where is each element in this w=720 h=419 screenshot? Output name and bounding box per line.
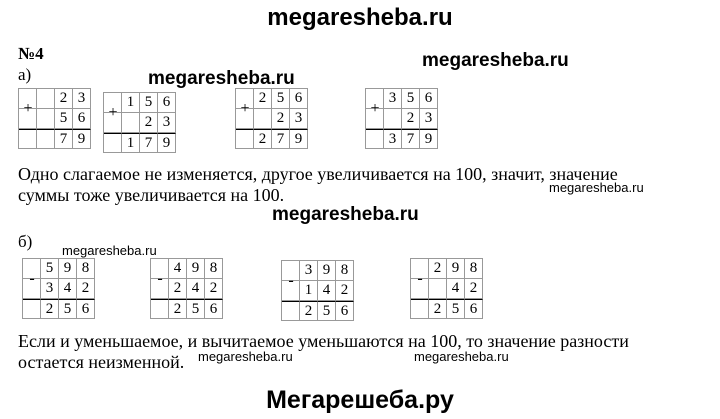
digit-cell-result-row: 5 bbox=[187, 299, 205, 319]
digit-cell-result-row: 6 bbox=[465, 299, 483, 319]
digit-cell-result-row: 6 bbox=[205, 299, 223, 319]
digit-cell-top-row: 4 bbox=[169, 259, 187, 279]
digit-cell-middle-row: 5 bbox=[55, 109, 73, 129]
part-b-letter: б) bbox=[18, 232, 33, 251]
part-a-explanation-line2: суммы тоже увеличивается на 100. bbox=[18, 185, 285, 205]
watermark-right-a: megaresheba.ru bbox=[422, 50, 569, 71]
digit-cell-middle-row bbox=[37, 109, 55, 129]
digit-cell-result-row: 7 bbox=[55, 129, 73, 149]
digit-cell-result-row bbox=[19, 129, 37, 149]
digit-cell-top-row: 3 bbox=[73, 89, 91, 109]
digit-cell-result-row: 2 bbox=[429, 299, 447, 319]
digit-cell-top-row: 3 bbox=[384, 89, 402, 109]
digit-cell-top-row: 5 bbox=[272, 89, 290, 109]
digit-cell-result-row: 2 bbox=[300, 301, 318, 321]
digit-cell-middle-row: 2 bbox=[402, 109, 420, 129]
part-b-explanation-line2: остается неизменной. bbox=[18, 352, 185, 372]
digit-cell-result-row: 2 bbox=[41, 299, 59, 319]
digit-cell-top-row bbox=[37, 89, 55, 109]
digit-cell-top-row: 8 bbox=[205, 259, 223, 279]
digit-cell-top-row: 6 bbox=[158, 93, 176, 113]
digit-cell-middle-row: 2 bbox=[205, 279, 223, 299]
addition-column-1 bbox=[18, 88, 91, 149]
addition-column-3 bbox=[235, 88, 308, 149]
digit-cell-result-row: 2 bbox=[169, 299, 187, 319]
digit-cell-result-row: 3 bbox=[384, 129, 402, 149]
subtraction-column-4 bbox=[410, 258, 483, 319]
operator-sign: - bbox=[29, 270, 35, 287]
operator-sign: - bbox=[417, 270, 423, 287]
digit-cell-top-row: 9 bbox=[187, 259, 205, 279]
digit-cell-top-row: 5 bbox=[41, 259, 59, 279]
addition-column-4 bbox=[365, 88, 438, 149]
subtraction-column-3 bbox=[281, 260, 354, 321]
digit-cell-top-row: 2 bbox=[55, 89, 73, 109]
digit-cell-top-row: 5 bbox=[140, 93, 158, 113]
part-a-explanation-line1: Одно слагаемое не изменяется, другое увеличивается на 100, значит, значение bbox=[18, 164, 618, 184]
digit-cell-middle-row: 2 bbox=[77, 279, 95, 299]
digit-cell-top-row: 8 bbox=[77, 259, 95, 279]
digit-cell-middle-row bbox=[384, 109, 402, 129]
digit-cell-result-row: 2 bbox=[254, 129, 272, 149]
digit-cell-top-row: 5 bbox=[402, 89, 420, 109]
subtraction-column-1 bbox=[22, 258, 95, 319]
part-b-explanation-line1: Если и уменьшаемое, и вычитаемое уменьшаются на 100, то значение разности bbox=[18, 331, 629, 351]
part-a-letter: а) bbox=[18, 65, 32, 84]
digit-cell-result-row: 6 bbox=[336, 301, 354, 321]
digit-cell-result-row: 9 bbox=[290, 129, 308, 149]
digit-cell-result-row: 1 bbox=[122, 133, 140, 153]
digit-cell-top-row: 9 bbox=[447, 259, 465, 279]
digit-cell-middle-row: 2 bbox=[272, 109, 290, 129]
digit-cell-result-row: 7 bbox=[140, 133, 158, 153]
watermark-small-para2-right: megaresheba.ru bbox=[414, 349, 509, 364]
digit-cell-top-row: 2 bbox=[254, 89, 272, 109]
digit-cell-top-row: 1 bbox=[122, 93, 140, 113]
digit-cell-result-row bbox=[37, 129, 55, 149]
digit-cell-top-row: 8 bbox=[336, 261, 354, 281]
digit-cell-top-row: 2 bbox=[429, 259, 447, 279]
digit-cell-middle-row bbox=[429, 279, 447, 299]
digit-cell-middle-row bbox=[122, 113, 140, 133]
digit-cell-middle-row bbox=[254, 109, 272, 129]
watermark-top: megaresheba.ru bbox=[267, 4, 453, 31]
digit-cell-middle-row: 4 bbox=[187, 279, 205, 299]
addition-column-2 bbox=[103, 92, 176, 153]
digit-cell-top-row: 9 bbox=[318, 261, 336, 281]
operator-sign: + bbox=[23, 100, 33, 117]
digit-cell-result-row bbox=[151, 299, 169, 319]
watermark-small-para2-left: megaresheba.ru bbox=[198, 349, 293, 364]
digit-cell-result-row: 9 bbox=[420, 129, 438, 149]
digit-cell-result-row bbox=[23, 299, 41, 319]
operator-sign: + bbox=[108, 104, 118, 121]
digit-cell-result-row: 6 bbox=[77, 299, 95, 319]
digit-cell-result-row: 5 bbox=[59, 299, 77, 319]
operator-sign: - bbox=[288, 272, 294, 289]
digit-cell-middle-row: 4 bbox=[447, 279, 465, 299]
digit-cell-middle-row: 2 bbox=[465, 279, 483, 299]
digit-cell-middle-row: 3 bbox=[290, 109, 308, 129]
watermark-mid-b: megaresheba.ru bbox=[272, 204, 419, 225]
digit-cell-top-row: 6 bbox=[420, 89, 438, 109]
digit-cell-middle-row: 3 bbox=[158, 113, 176, 133]
digit-cell-middle-row: 3 bbox=[420, 109, 438, 129]
subtraction-column-2 bbox=[150, 258, 223, 319]
digit-cell-middle-row: 2 bbox=[140, 113, 158, 133]
digit-cell-result-row: 7 bbox=[272, 129, 290, 149]
task-number: №4 bbox=[18, 44, 44, 63]
digit-cell-result-row bbox=[236, 129, 254, 149]
digit-cell-middle-row: 2 bbox=[169, 279, 187, 299]
digit-cell-result-row bbox=[366, 129, 384, 149]
watermark-mid-a: megaresheba.ru bbox=[148, 68, 295, 89]
operator-sign: - bbox=[157, 270, 163, 287]
digit-cell-top-row: 6 bbox=[290, 89, 308, 109]
digit-cell-middle-row: 4 bbox=[59, 279, 77, 299]
digit-cell-result-row: 9 bbox=[73, 129, 91, 149]
watermark-small-left-b: megaresheba.ru bbox=[62, 243, 157, 258]
digit-cell-result-row: 7 bbox=[402, 129, 420, 149]
digit-cell-middle-row: 2 bbox=[336, 281, 354, 301]
digit-cell-middle-row: 4 bbox=[318, 281, 336, 301]
digit-cell-top-row: 8 bbox=[465, 259, 483, 279]
digit-cell-result-row: 9 bbox=[158, 133, 176, 153]
digit-cell-middle-row: 3 bbox=[41, 279, 59, 299]
digit-cell-result-row bbox=[104, 133, 122, 153]
digit-cell-top-row: 3 bbox=[300, 261, 318, 281]
digit-cell-result-row bbox=[411, 299, 429, 319]
watermark-small-para1: megaresheba.ru bbox=[549, 180, 644, 195]
digit-cell-result-row bbox=[282, 301, 300, 321]
digit-cell-middle-row: 1 bbox=[300, 281, 318, 301]
operator-sign: + bbox=[240, 100, 250, 117]
digit-cell-top-row: 9 bbox=[59, 259, 77, 279]
digit-cell-result-row: 5 bbox=[447, 299, 465, 319]
digit-cell-middle-row: 6 bbox=[73, 109, 91, 129]
operator-sign: + bbox=[370, 100, 380, 117]
digit-cell-result-row: 5 bbox=[318, 301, 336, 321]
watermark-footer: Мегарешеба.ру bbox=[266, 386, 454, 414]
